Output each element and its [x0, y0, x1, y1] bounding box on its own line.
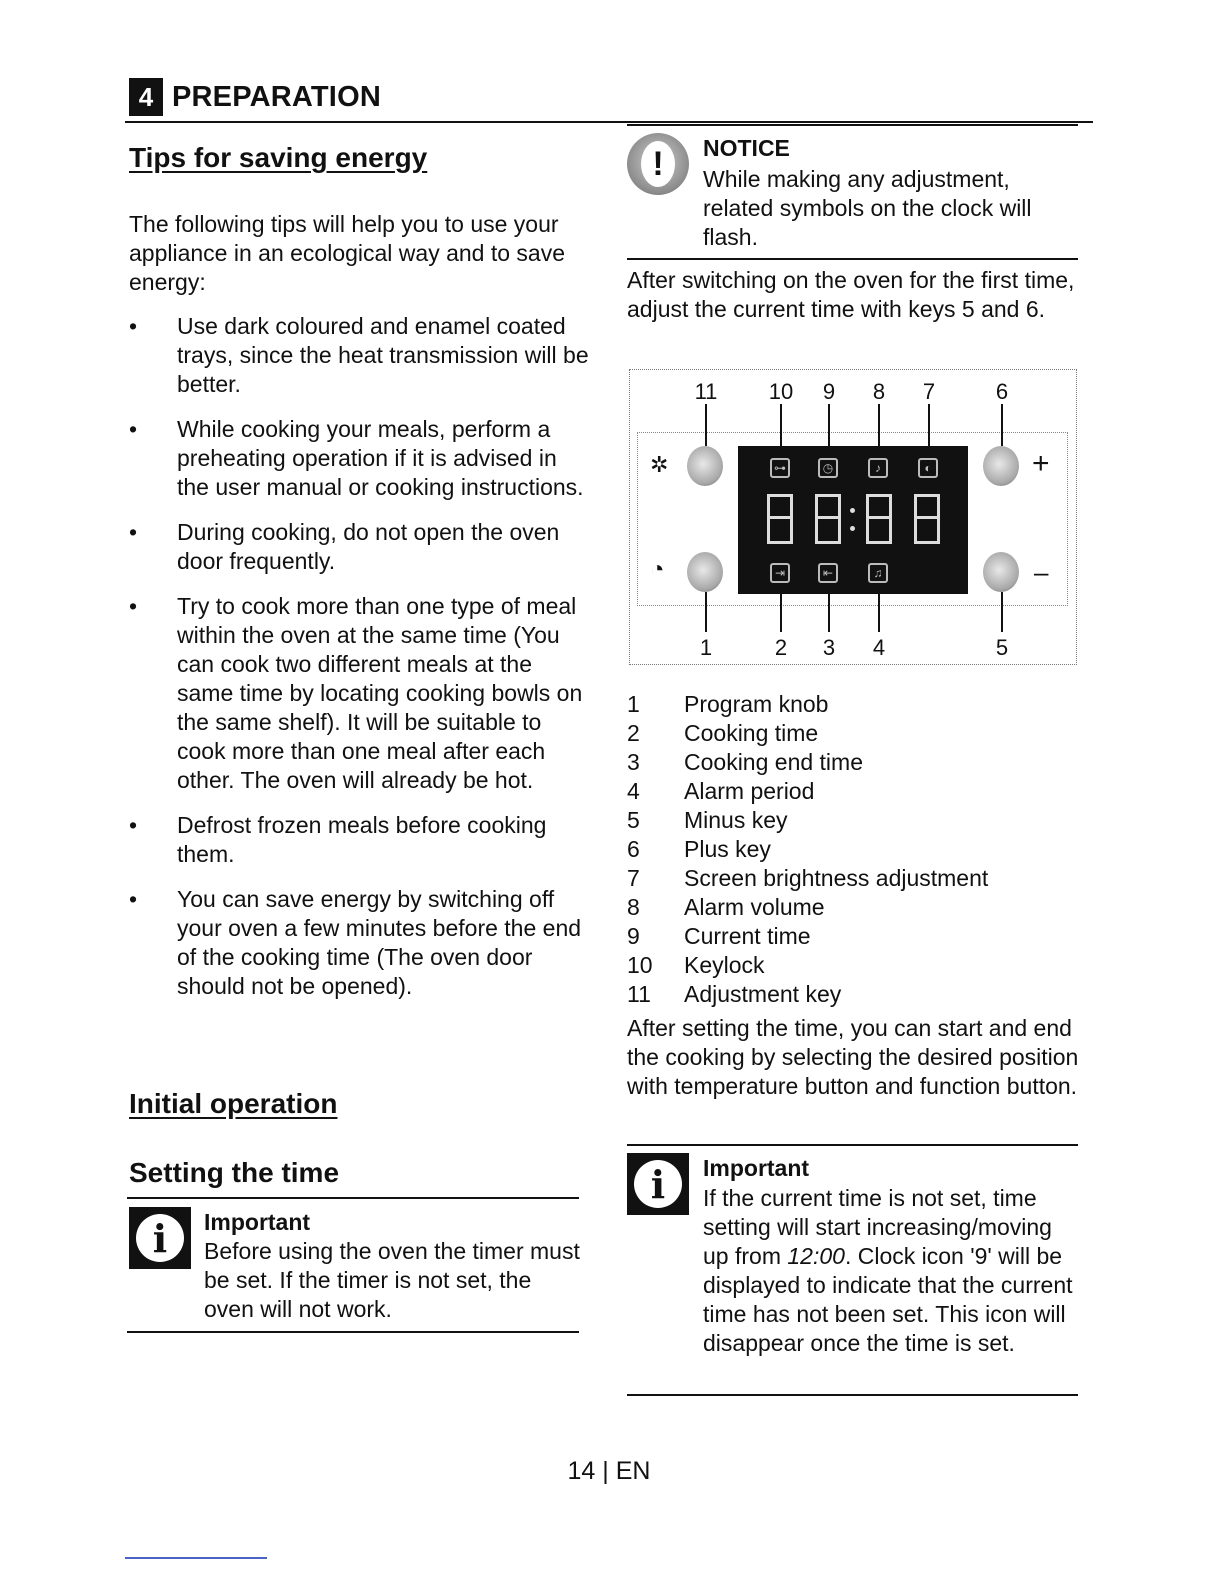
tips-intro: The following tips will help you to use your appliance in an ecological way and to save energy:	[129, 211, 566, 295]
timer-icon: ◔	[650, 556, 665, 583]
list-item	[627, 922, 988, 951]
important-time: 12:00	[787, 1243, 845, 1269]
list-item	[129, 811, 591, 869]
function-icon: ✲	[650, 452, 669, 477]
tip-text: Try to cook more than one type of meal within the oven at the same time (You can cook two different meals at the same time by locating cooking bowls on the same shelf). It will be suitable to cook more than one meal after each other. The oven will already be hot.	[177, 593, 583, 793]
callout-label: 1	[699, 635, 713, 660]
display-digit	[914, 494, 940, 544]
alarm-bell-icon: ♫	[868, 563, 888, 583]
initial-operation-heading: Initial operation	[129, 1088, 338, 1119]
after-setting-text: After setting the time, you can start and end the cooking by selecting the desired position with temperature button and function button.	[627, 1015, 1079, 1099]
legend-num: 6	[627, 836, 640, 862]
legend-num: 10	[627, 952, 653, 978]
display-colon	[850, 508, 855, 513]
display-colon	[850, 526, 855, 531]
display-digit	[815, 494, 841, 544]
important-title: Important	[204, 1209, 311, 1235]
brightness-icon: ◐	[918, 458, 938, 478]
program-knob	[687, 552, 723, 592]
legend-num: 11	[627, 981, 651, 1007]
section-header	[129, 78, 381, 116]
page-number: 14 | EN	[567, 1457, 651, 1485]
section-title: PREPARATION	[172, 80, 381, 113]
legend-num: 9	[627, 923, 640, 949]
legend-text: Cooking end time	[684, 749, 863, 775]
setting-time-heading: Setting the time	[129, 1157, 340, 1188]
list-item	[627, 835, 988, 864]
callout-line	[828, 586, 830, 632]
list-item	[627, 748, 988, 777]
legend-num: 2	[627, 720, 640, 746]
callout-line	[780, 586, 782, 632]
list-item	[129, 518, 591, 576]
section-number-badge: 4	[129, 78, 163, 116]
adjustment-knob	[687, 446, 723, 486]
callout-line	[705, 592, 707, 632]
bullet: •	[129, 416, 138, 442]
callout-label: 10	[768, 379, 794, 404]
list-item	[627, 980, 988, 1009]
callout-line	[878, 586, 880, 632]
after-switch-text: After switching on the oven for the first time, adjust the current time with keys 5 and 6.	[627, 267, 1075, 322]
list-item	[129, 885, 591, 1001]
divider	[127, 1197, 579, 1199]
keylock-icon: ⊶	[770, 458, 790, 478]
list-item	[627, 777, 988, 806]
legend-num: 7	[627, 865, 640, 891]
bullet: •	[129, 313, 138, 339]
callout-line	[705, 404, 707, 446]
bullet: •	[129, 886, 138, 912]
important-title: Important	[703, 1155, 810, 1181]
legend-num: 1	[627, 691, 640, 717]
end-time-icon: ⇤	[818, 563, 838, 583]
important-text-part: If the current time is not set, time setting will start increasing/moving up from	[703, 1185, 1052, 1269]
tip-text: You can save energy by switching off your oven a few minutes before the end of the cooking time (The oven door should not be opened).	[177, 886, 582, 999]
divider	[627, 1144, 1078, 1146]
legend-text: Alarm volume	[684, 894, 825, 920]
info-icon: i	[627, 1153, 689, 1215]
legend-num: 3	[627, 749, 640, 775]
list-item	[627, 864, 988, 893]
clock-icon: ◷	[818, 458, 838, 478]
bullet: •	[129, 812, 138, 838]
list-item	[627, 893, 988, 922]
legend-num: 8	[627, 894, 640, 920]
callout-label: 3	[822, 635, 836, 660]
legend-text: Cooking time	[684, 720, 819, 746]
legend-text: Current time	[684, 923, 811, 949]
divider	[627, 124, 1078, 126]
info-icon: i	[129, 1207, 191, 1269]
callout-label: 6	[995, 379, 1009, 404]
minus-knob	[983, 552, 1019, 592]
important-text: Before using the oven the timer must be set. If the timer is not set, the oven will not work.	[204, 1238, 580, 1322]
plus-knob	[983, 446, 1019, 486]
plus-sign: +	[1032, 447, 1050, 480]
legend-text: Plus key	[684, 836, 771, 862]
callout-label: 9	[822, 379, 836, 404]
legend-text: Program knob	[684, 691, 829, 717]
legend-text: Alarm period	[684, 778, 815, 804]
legend-num: 5	[627, 807, 640, 833]
list-item	[627, 951, 988, 980]
display-digit	[767, 494, 793, 544]
callout-label: 11	[694, 379, 718, 404]
callout-label: 8	[872, 379, 886, 404]
tip-text: While cooking your meals, perform a preheating operation if it is advised in the user manual or cooking instructions.	[177, 416, 584, 500]
divider	[127, 1331, 579, 1333]
warning-icon: !	[627, 133, 689, 195]
link-underline	[125, 1557, 267, 1559]
important-text-part: . Clock icon '9' will be displayed to indicate that the current time has not been set. This icon will disappear once the time is set.	[703, 1243, 1073, 1356]
legend-text: Keylock	[684, 952, 765, 978]
display-digit	[866, 494, 892, 544]
tip-text: During cooking, do not open the oven door frequently.	[177, 519, 560, 574]
legend-num: 4	[627, 778, 640, 804]
bullet: •	[129, 593, 138, 619]
notice-title: NOTICE	[703, 135, 790, 161]
list-item	[129, 312, 591, 399]
callout-line	[1001, 404, 1003, 446]
bullet: •	[129, 519, 138, 545]
callout-label: 2	[774, 635, 788, 660]
minus-sign: –	[1034, 557, 1049, 587]
list-item	[129, 415, 591, 502]
list-item	[627, 806, 988, 835]
list-item	[627, 690, 988, 719]
legend-text: Screen brightness adjustment	[684, 865, 989, 891]
divider	[627, 258, 1078, 260]
tips-list	[129, 312, 591, 1017]
legend-text: Minus key	[684, 807, 788, 833]
tips-heading: Tips for saving energy	[129, 142, 428, 173]
important-text	[703, 1184, 1081, 1358]
divider	[627, 1394, 1078, 1396]
callout-label: 5	[995, 635, 1009, 660]
list-item	[627, 719, 988, 748]
cooking-time-icon: ⇥	[770, 563, 790, 583]
tip-text: Defrost frozen meals before cooking them.	[177, 812, 547, 867]
header-divider	[125, 121, 1093, 123]
list-item	[129, 592, 591, 795]
tip-text: Use dark coloured and enamel coated trays, since the heat transmission will be better.	[177, 313, 589, 397]
volume-icon: ♪	[868, 458, 888, 478]
notice-text: While making any adjustment, related symbols on the clock will flash.	[703, 166, 1032, 250]
callout-label: 4	[872, 635, 886, 660]
legend-text: Adjustment key	[684, 981, 842, 1007]
callout-label: 7	[922, 379, 936, 404]
callout-line	[1001, 592, 1003, 632]
legend-list	[627, 690, 988, 1009]
